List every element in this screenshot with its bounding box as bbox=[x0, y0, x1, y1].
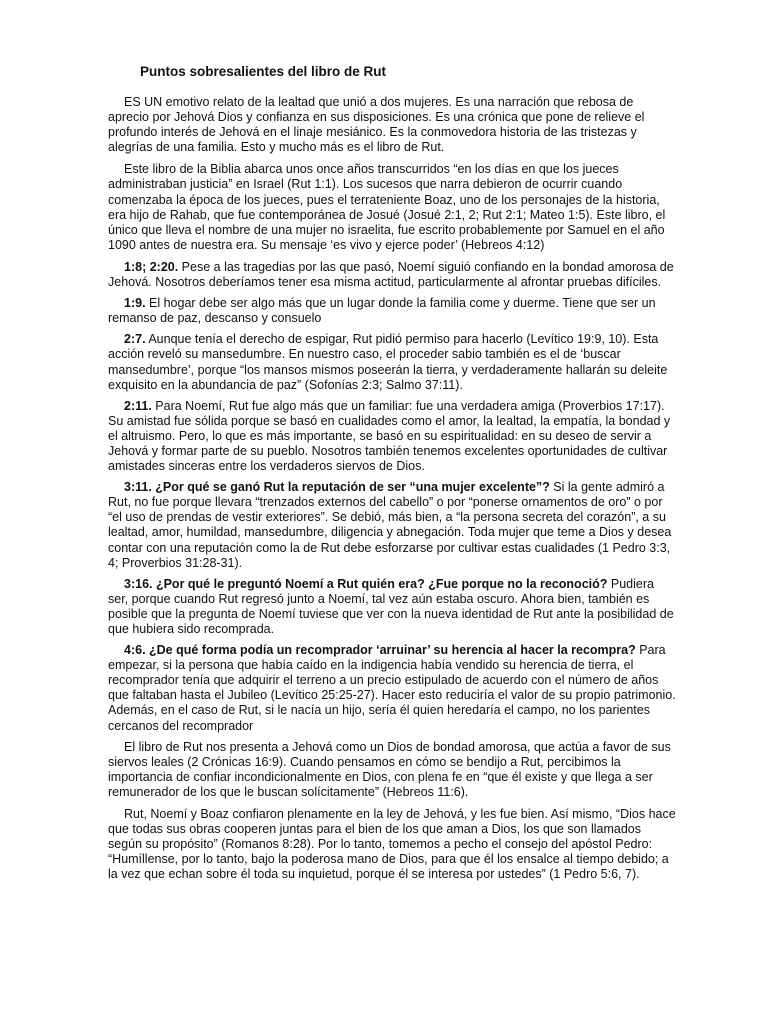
document-body bbox=[108, 95, 676, 890]
paragraph-text: Pese a las tragedias por las que pasó, Noemí siguió confiando en la bondad amorosa de Jehová. Nosotros deberíamos tener esa misma actitud, particularmente al afrontar pruebas difíciles. bbox=[108, 259, 674, 290]
paragraph bbox=[108, 162, 676, 253]
scripture-reference: 1:8; 2:20. bbox=[124, 259, 179, 274]
paragraph bbox=[108, 480, 676, 571]
paragraph bbox=[108, 807, 676, 882]
paragraph-text: Pudiera ser, porque cuando Rut regresó junto a Noemí, tal vez aún estaba oscuro. Ahora bien, también es posible que la pregunta de Noemí tuviese que ver con la nueva identidad de Rut ante la posibilidad de que hubiera sido recomprada. bbox=[108, 576, 674, 636]
scripture-reference: 1:9. bbox=[124, 296, 146, 311]
paragraph-text: El libro de Rut nos presenta a Jehová como un Dios de bondad amorosa, que actúa a favor de sus siervos leales (2 Crónicas 16:9). Cuando pensamos en cómo se bendijo a Rut, percibimos la importancia de confiar incondicionalmente en Dios, con plena fe en “que él existe y que llega a ser remunerador de los que le buscan solícitamente” (Hebreos 11:6). bbox=[108, 739, 671, 799]
scripture-reference: 3:16. ¿Por qué le preguntó Noemí a Rut quién era? ¿Fue porque no la reconoció? bbox=[124, 576, 608, 591]
paragraph-text: Este libro de la Biblia abarca unos once años transcurridos “en los días en que los jueces administraban justicia” en Israel (Rut 1:1). Los sucesos que narra debieron de ocurrir cuando comenzaba la época de los jueces, pues el terrateniente Boaz, uno de los personajes de la historia, era hijo de Rahab, que fue contemporánea de Josué (Josué 2:1, 2; Rut 2:1; Mateo 1:5). Este libro, el único que lleva el nombre de una mujer no israelita, fue escrito probablemente por Samuel en el año 1090 antes de nuestra era. Su mensaje ‘es vivo y ejerce poder’ (Hebreos 4:12) bbox=[108, 162, 666, 252]
paragraph bbox=[108, 95, 676, 155]
paragraph-text: El hogar debe ser algo más que un lugar donde la familia come y duerme. Tiene que ser un remanso de paz, descanso y consuelo bbox=[108, 296, 656, 326]
scripture-reference: 4:6. ¿De qué forma podía un recomprador ‘arruinar’ su herencia al hacer la recompra? bbox=[124, 643, 636, 658]
paragraph bbox=[108, 332, 676, 392]
document-title: Puntos sobresalientes del libro de Rut bbox=[140, 64, 387, 79]
paragraph-text: Aunque tenía el derecho de espigar, Rut pidió permiso para hacerlo (Levítico 19:9, 10). Esta acción reveló su mansedumbre. En nuestro caso, el proceder sabio también es el de ‘buscar mansedumbre’, porque “los mansos mismos poseerán la tierra, y verdaderamente hallarán su deleite exquisito en la abundancia de paz” (Sofonías 2:3; Salmo 37:11). bbox=[108, 332, 668, 392]
paragraph bbox=[108, 577, 676, 637]
paragraph bbox=[108, 399, 676, 474]
paragraph-text: ES UN emotivo relato de la lealtad que unió a dos mujeres. Es una narración que rebosa de aprecio por Jehová Dios y confianza en sus disposiciones. Es una crónica que pone de relieve el profundo interés de Jehová en el linaje mesiánico. Es la conmovedora historia de las tristezas y alegrías de una familia. Esto y mucho más es el libro de Rut. bbox=[108, 95, 645, 155]
scripture-reference: 3:11. ¿Por qué se ganó Rut la reputación de ser “una mujer excelente”? bbox=[124, 480, 550, 495]
paragraph-text: Para Noemí, Rut fue algo más que un familiar: fue una verdadera amiga (Proverbios 17:17). Su amistad fue sólida porque se basó en cualidades como el amor, la lealtad, la empatía, la bondad y el altruismo. Pero, lo que es más importante, se basó en su espiritualidad: en su deseo de servir a Jehová y formar parte de su pueblo. Nosotros también tenemos excelentes oportunidades de cultivar amistades sinceras entre los verdaderos siervos de Dios. bbox=[108, 398, 671, 474]
paragraph bbox=[108, 740, 676, 800]
scripture-reference: 2:7. bbox=[124, 332, 146, 347]
paragraph bbox=[108, 643, 676, 734]
paragraph bbox=[108, 296, 676, 326]
paragraph bbox=[108, 260, 676, 290]
paragraph-text: Rut, Noemí y Boaz confiaron plenamente en la ley de Jehová, y les fue bien. Así mismo, “Dios hace que todas sus obras cooperen juntas para el bien de los que aman a Dios, los que son llamados según su propósito” (Romanos 8:28). Por lo tanto, tomemos a pecho el consejo del apóstol Pedro: “Humíllense, por lo tanto, bajo la poderosa mano de Dios, para que él los ensalce al tiempo debido; a la vez que echan sobre él toda su inquietud, porque él se interesa por ustedes” (1 Pedro 5:6, 7). bbox=[108, 807, 676, 882]
paragraph-text: Para empezar, si la persona que había caído en la indigencia había vendido su herencia de tierra, el recomprador tenía que adquirir el terreno a un precio estipulado de acuerdo con el número de años que faltaban hasta el Jubileo (Levítico 25:25-27). Hacer esto reduciría el valor de su propio patrimonio. Además, en el caso de Rut, si le nacía un hijo, sería él quien heredaría el campo, no los parientes cercanos del recomprador bbox=[108, 643, 676, 733]
paragraph-text: Si la gente admiró a Rut, no fue porque llevara “trenzados externos del cabello” o por “ponerse ornamentos de oro” o por “el uso de prendas de vestir exteriores”. Se debió, más bien, a “la persona secreta del corazón”, a su lealtad, amor, humildad, mansedumbre, diligencia y abnegación. Toda mujer que teme a Dios y desea contar con una reputación como la de Rut debe esforzarse por cultivar estas cualidades (1 Pedro 3:3, 4; Proverbios 31:28-31). bbox=[108, 480, 672, 570]
scripture-reference: 2:11. bbox=[124, 398, 152, 413]
